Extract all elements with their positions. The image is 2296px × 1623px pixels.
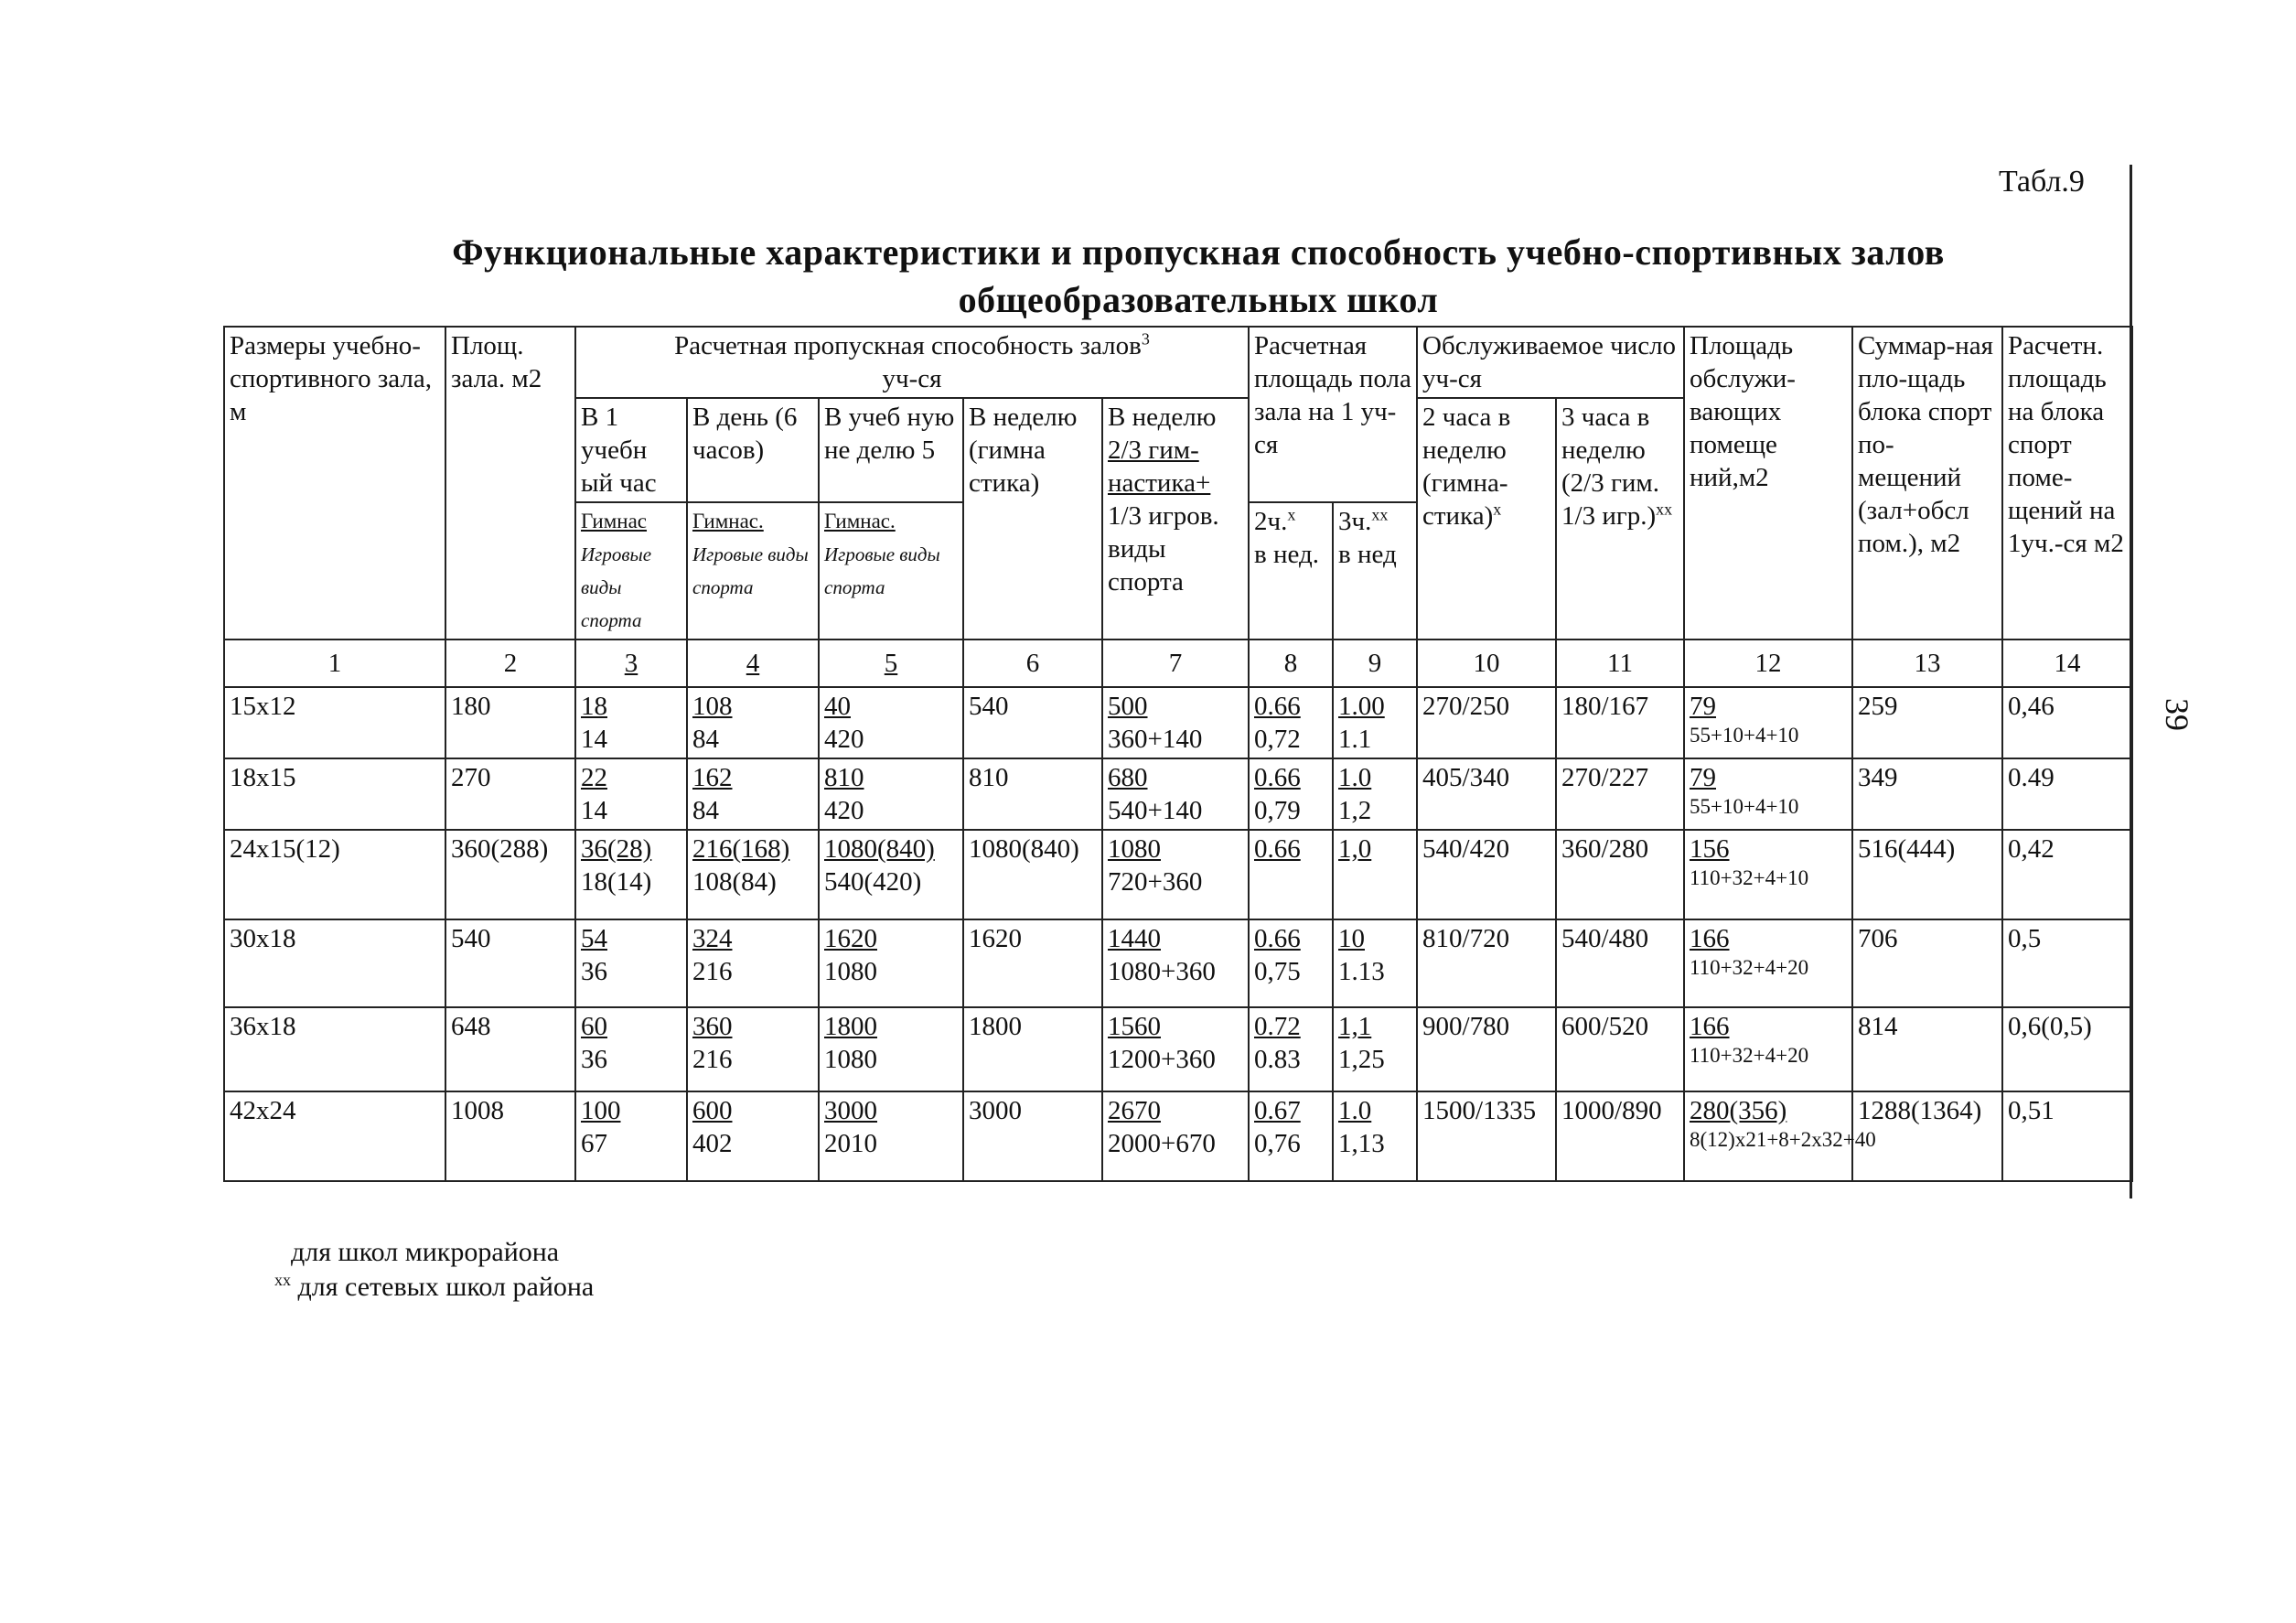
cell-per-week-value: 2010 <box>824 1129 877 1158</box>
cell-per-hour <box>575 1091 687 1181</box>
cell-area-per-student <box>2002 758 2132 830</box>
cell-total-area <box>1852 830 2002 919</box>
cell-week-mixed-value: 680 <box>1108 763 1148 792</box>
header-total-area: Суммар-ная пло-щадь блока спорт по-мещений (зал+обсл пом.), м2 <box>1852 327 2002 640</box>
title-line-1: Функциональные характеристики и пропускная способность учебно-спортивных залов <box>452 231 1945 273</box>
cell-per-week-value: 1620 <box>824 924 877 953</box>
cell-per-hour-value: 100 <box>581 1096 621 1125</box>
cell-floor-2h-value: 0.66 <box>1254 692 1301 721</box>
cell-floor-3h <box>1333 919 1417 1007</box>
cell-per-day <box>687 830 819 919</box>
cell-per-day-value: 108 <box>692 692 733 721</box>
cell-area-per-student <box>2002 830 2132 919</box>
header-floor-area: Расчетная площадь пола зала на 1 уч-ся <box>1249 327 1417 502</box>
header-sub-week <box>819 502 963 640</box>
cell-size <box>224 1091 445 1181</box>
header-3h-sup: хх <box>1371 505 1389 524</box>
cell-floor-2h-value: 0,75 <box>1254 957 1301 986</box>
table-row <box>224 830 2132 919</box>
cell-area-per-student-value: 0.49 <box>2008 763 2055 792</box>
cell-per-day <box>687 1007 819 1091</box>
cell-per-week-value: 1800 <box>824 1012 877 1041</box>
cell-per-hour-value: 14 <box>581 796 607 825</box>
cell-total-area <box>1852 919 2002 1007</box>
col-num: 7 <box>1102 640 1249 687</box>
cell-per-week <box>819 1007 963 1091</box>
table-row <box>224 1007 2132 1091</box>
cell-size-value: 42х24 <box>230 1096 296 1125</box>
footnote-2 <box>274 1272 594 1303</box>
cell-per-hour <box>575 919 687 1007</box>
cell-per-week <box>819 1091 963 1181</box>
cell-floor-2h-value: 0.66 <box>1254 763 1301 792</box>
cell-per-day <box>687 919 819 1007</box>
data-table <box>223 326 2133 1182</box>
cell-per-hour-value: 22 <box>581 763 607 792</box>
header-2h-text: 2ч. <box>1254 507 1288 536</box>
cell-floor-3h-value: 1.0 <box>1338 763 1372 792</box>
col-num: 13 <box>1852 640 2002 687</box>
cell-per-day-value: 600 <box>692 1096 733 1125</box>
cell-area-value: 540 <box>451 924 491 953</box>
cell-per-day-value: 108(84) <box>692 867 777 897</box>
header-3h-l2: в нед <box>1338 540 1397 569</box>
cell-per-week-value: 1080 <box>824 957 877 986</box>
cell-per-hour-value: 67 <box>581 1129 607 1158</box>
cell-week-mixed <box>1102 1091 1249 1181</box>
cell-floor-3h-value: 1,25 <box>1338 1045 1385 1074</box>
cell-served-2h <box>1417 687 1556 758</box>
cell-per-day-value: 216(168) <box>692 834 790 864</box>
cell-service-area-value: 79 <box>1690 692 1717 721</box>
cell-size <box>224 1007 445 1091</box>
footnote-2-text: для сетевых школ района <box>291 1272 595 1302</box>
cell-per-day-value: 84 <box>692 725 719 754</box>
cell-area-per-student-value: 0,42 <box>2008 834 2055 864</box>
table-label: Табл.9 <box>1999 165 2085 199</box>
cell-per-week-value: 1080(840) <box>824 834 935 864</box>
cell-week-mixed-value: 720+360 <box>1108 867 1203 897</box>
cell-floor-2h-value: 0.67 <box>1254 1096 1301 1125</box>
cell-per-hour-value: 14 <box>581 725 607 754</box>
header-2h-sup: х <box>1287 505 1296 524</box>
cell-service-area-value: 110+32+4+10 <box>1690 866 1809 889</box>
header-capacity-sup: 3 <box>1141 329 1150 349</box>
cell-served-2h <box>1417 758 1556 830</box>
cell-total-area-value: 814 <box>1858 1012 1898 1041</box>
cell-served-2h <box>1417 1091 1556 1181</box>
cell-area-per-student-value: 0,51 <box>2008 1096 2055 1125</box>
cell-floor-2h <box>1249 1091 1333 1181</box>
cell-per-day <box>687 687 819 758</box>
table-row <box>224 687 2132 758</box>
cell-week-gym <box>963 758 1102 830</box>
cell-per-week <box>819 687 963 758</box>
cell-served-2h-value: 405/340 <box>1422 763 1510 792</box>
col-num: 9 <box>1333 640 1417 687</box>
cell-total-area <box>1852 687 2002 758</box>
cell-size <box>224 758 445 830</box>
cell-served-2h-value: 270/250 <box>1422 692 1510 721</box>
header-served: Обслуживаемое число уч-ся <box>1417 327 1684 398</box>
cell-floor-3h-value: 1,2 <box>1338 796 1372 825</box>
col-num: 1 <box>224 640 445 687</box>
cell-per-hour-value: 36 <box>581 957 607 986</box>
cell-size-value: 24х15(12) <box>230 834 340 864</box>
cell-per-day-value: 324 <box>692 924 733 953</box>
cell-floor-3h <box>1333 758 1417 830</box>
cell-week-mixed-value: 2000+670 <box>1108 1129 1216 1158</box>
cell-floor-3h-value: 1,13 <box>1338 1129 1385 1158</box>
title-line-2: общеобразовательных школ <box>958 279 1439 320</box>
header-served-2h-sup: х <box>1493 500 1502 519</box>
cell-service-area-value: 79 <box>1690 763 1717 792</box>
cell-per-hour <box>575 830 687 919</box>
cell-floor-2h-value: 0.83 <box>1254 1045 1301 1074</box>
cell-service-area-value: 166 <box>1690 924 1730 953</box>
header-sub-day <box>687 502 819 640</box>
table-row <box>224 758 2132 830</box>
cell-floor-3h-value: 1.13 <box>1338 957 1385 986</box>
sub-games-label: Игровые виды спорта <box>581 543 652 631</box>
cell-per-week <box>819 919 963 1007</box>
cell-per-day-value: 162 <box>692 763 733 792</box>
cell-per-hour <box>575 758 687 830</box>
cell-service-area-value: 110+32+4+20 <box>1690 956 1809 979</box>
cell-area <box>445 687 575 758</box>
col-num: 3 <box>575 640 687 687</box>
cell-week-gym <box>963 830 1102 919</box>
cell-floor-2h-value: 0.72 <box>1254 1012 1301 1041</box>
cell-served-3h <box>1556 830 1684 919</box>
cell-served-2h-value: 1500/1335 <box>1422 1096 1537 1125</box>
cell-size <box>224 830 445 919</box>
cell-service-area <box>1684 830 1852 919</box>
cell-area-per-student-value: 0,46 <box>2008 692 2055 721</box>
col-num: 2 <box>445 640 575 687</box>
page-number: 39 <box>2159 698 2195 731</box>
cell-per-hour-value: 36 <box>581 1045 607 1074</box>
cell-service-area <box>1684 1091 1876 1181</box>
cell-per-day-value: 216 <box>692 957 733 986</box>
cell-week-mixed-value: 2670 <box>1108 1096 1161 1125</box>
col-num: 10 <box>1417 640 1556 687</box>
cell-week-gym <box>963 1091 1102 1181</box>
cell-service-area <box>1684 1007 1852 1091</box>
cell-week-gym-value: 540 <box>969 692 1009 721</box>
cell-floor-3h <box>1333 687 1417 758</box>
header-served-3h-text: 3 часа в неделю (2/3 гим. 1/3 игр.) <box>1561 403 1659 531</box>
header-area-per-student: Расчетн. площадь на блока спорт поме-щений на 1уч.-ся м2 <box>2002 327 2132 640</box>
cell-per-hour-value: 18 <box>581 692 607 721</box>
cell-size-value: 30х18 <box>230 924 296 953</box>
sub-gym-label-2: Гимнас. <box>692 510 764 532</box>
cell-floor-2h <box>1249 919 1333 1007</box>
cell-area-per-student <box>2002 919 2132 1007</box>
column-number-row <box>224 640 2132 687</box>
cell-per-week-value: 420 <box>824 796 864 825</box>
cell-total-area <box>1852 1007 2002 1091</box>
cell-per-hour-value: 60 <box>581 1012 607 1041</box>
cell-per-week <box>819 758 963 830</box>
cell-per-day-value: 402 <box>692 1129 733 1158</box>
cell-week-gym <box>963 687 1102 758</box>
cell-service-area <box>1684 919 1852 1007</box>
cell-area <box>445 830 575 919</box>
cell-floor-2h-value: 0,72 <box>1254 725 1301 754</box>
cell-served-2h-value: 810/720 <box>1422 924 1510 953</box>
cell-served-3h-value: 600/520 <box>1561 1012 1649 1041</box>
header-served-3h <box>1556 398 1684 640</box>
cell-per-week-value: 810 <box>824 763 864 792</box>
table-body <box>224 687 2132 1181</box>
cell-size-value: 15х12 <box>230 692 296 721</box>
cell-service-area-value: 55+10+4+10 <box>1690 795 1799 818</box>
col-num: 11 <box>1556 640 1684 687</box>
cell-area <box>445 1091 575 1181</box>
cell-week-mixed-value: 1560 <box>1108 1012 1161 1041</box>
table-row <box>224 1091 2132 1181</box>
header-2h-week <box>1249 502 1333 640</box>
cell-week-gym-value: 1080(840) <box>969 834 1079 864</box>
cell-week-mixed <box>1102 1007 1249 1091</box>
cell-size <box>224 687 445 758</box>
sub-gym-label-3: Гимнас. <box>824 510 896 532</box>
cell-week-mixed-value: 1080+360 <box>1108 957 1216 986</box>
cell-served-3h <box>1556 1091 1684 1181</box>
cell-served-3h <box>1556 758 1684 830</box>
cell-total-area <box>1852 758 2002 830</box>
cell-area-value: 648 <box>451 1012 491 1041</box>
cell-week-mixed <box>1102 830 1249 919</box>
header-per-week: В учеб ную не делю 5 <box>819 398 963 502</box>
cell-floor-3h <box>1333 830 1417 919</box>
cell-service-area <box>1684 758 1852 830</box>
cell-area-per-student <box>2002 1007 2132 1091</box>
header-served-2h-text: 2 часа в неделю (гимна-стика) <box>1422 403 1511 531</box>
cell-served-3h-value: 1000/890 <box>1561 1096 1662 1125</box>
cell-area-value: 1008 <box>451 1096 504 1125</box>
cell-per-week-value: 40 <box>824 692 851 721</box>
cell-floor-3h-value: 1,0 <box>1338 834 1372 864</box>
cell-week-mixed-value: 1200+360 <box>1108 1045 1216 1074</box>
cell-per-week <box>819 830 963 919</box>
cell-week-gym-value: 1620 <box>969 924 1022 953</box>
cell-floor-2h <box>1249 687 1333 758</box>
cell-floor-2h <box>1249 1007 1333 1091</box>
header-sub-hour <box>575 502 687 640</box>
cell-per-hour-value: 18(14) <box>581 867 652 897</box>
cell-per-day-value: 216 <box>692 1045 733 1074</box>
cell-service-area <box>1684 687 1852 758</box>
header-served-3h-sup: хх <box>1656 500 1673 519</box>
cell-floor-3h <box>1333 1091 1417 1181</box>
cell-week-mixed-value: 500 <box>1108 692 1148 721</box>
cell-per-week-value: 420 <box>824 725 864 754</box>
cell-served-3h <box>1556 1007 1684 1091</box>
cell-floor-3h <box>1333 1007 1417 1091</box>
cell-floor-2h <box>1249 830 1333 919</box>
cell-floor-2h-value: 0.66 <box>1254 924 1301 953</box>
footnote-2-mark: хх <box>274 1271 291 1289</box>
cell-per-hour <box>575 1007 687 1091</box>
header-capacity-text: Расчетная пропускная способность залов <box>674 331 1142 360</box>
sub-gym-label: Гимнас <box>581 510 648 532</box>
cell-floor-3h-value: 1.00 <box>1338 692 1385 721</box>
cell-total-area-value: 706 <box>1858 924 1898 953</box>
cell-service-area-value: 156 <box>1690 834 1730 864</box>
cell-per-week-value: 540(420) <box>824 867 922 897</box>
cell-area-value: 270 <box>451 763 491 792</box>
header-week-mixed <box>1102 398 1249 640</box>
cell-served-3h <box>1556 919 1684 1007</box>
cell-service-area-value: 280(356) <box>1690 1096 1787 1125</box>
cell-floor-2h <box>1249 758 1333 830</box>
cell-per-hour <box>575 687 687 758</box>
cell-served-3h-value: 540/480 <box>1561 924 1649 953</box>
header-row-1 <box>224 327 2132 398</box>
header-size: Размеры учебно-спортивного зала, м <box>224 327 445 640</box>
cell-week-mixed <box>1102 758 1249 830</box>
header-service-area: Площадь обслужи-вающих помеще ний,м2 <box>1684 327 1852 640</box>
cell-week-gym <box>963 1007 1102 1091</box>
cell-served-2h <box>1417 1007 1556 1091</box>
cell-served-2h <box>1417 919 1556 1007</box>
col-num: 6 <box>963 640 1102 687</box>
cell-service-area-value: 110+32+4+20 <box>1690 1044 1809 1067</box>
cell-week-mixed-value: 540+140 <box>1108 796 1203 825</box>
cell-area-per-student-value: 0,6(0,5) <box>2008 1012 2092 1041</box>
cell-area <box>445 1007 575 1091</box>
col-num: 5 <box>819 640 963 687</box>
header-area: Площ. зала. м2 <box>445 327 575 640</box>
table-row <box>224 919 2132 1007</box>
cell-area-value: 360(288) <box>451 834 549 864</box>
header-week-gym: В неделю (гимна стика) <box>963 398 1102 640</box>
cell-week-mixed-value: 1440 <box>1108 924 1161 953</box>
col-num: 4 <box>687 640 819 687</box>
cell-area-per-student <box>2002 687 2132 758</box>
cell-size-value: 18х15 <box>230 763 296 792</box>
cell-week-mixed-value: 1080 <box>1108 834 1161 864</box>
header-week-mixed-l3: 1/3 игров. виды спорта <box>1108 501 1219 597</box>
cell-total-area-value: 1288(1364) <box>1858 1096 1982 1125</box>
cell-served-2h <box>1417 830 1556 919</box>
cell-served-3h-value: 270/227 <box>1561 763 1649 792</box>
cell-week-gym <box>963 919 1102 1007</box>
cell-per-week-value: 1080 <box>824 1045 877 1074</box>
header-capacity-line2: уч-ся <box>882 364 942 393</box>
cell-served-3h <box>1556 687 1684 758</box>
cell-week-mixed-value: 360+140 <box>1108 725 1203 754</box>
cell-served-3h-value: 360/280 <box>1561 834 1649 864</box>
cell-week-gym-value: 3000 <box>969 1096 1022 1125</box>
col-num: 12 <box>1684 640 1852 687</box>
cell-week-gym-value: 1800 <box>969 1012 1022 1041</box>
cell-service-area-value: 166 <box>1690 1012 1730 1041</box>
header-capacity <box>575 327 1249 398</box>
cell-per-hour-value: 36(28) <box>581 834 652 864</box>
cell-week-gym-value: 810 <box>969 763 1009 792</box>
page-title <box>302 229 2095 324</box>
cell-service-area-value: 55+10+4+10 <box>1690 724 1799 747</box>
header-3h-week <box>1333 502 1417 640</box>
cell-service-area-value: 8(12)х21+8+2х32+40 <box>1690 1128 1876 1151</box>
cell-area-value: 180 <box>451 692 491 721</box>
header-week-mixed-l2: 2/3 гим-настика+ <box>1108 435 1211 498</box>
cell-floor-3h-value: 1.0 <box>1338 1096 1372 1125</box>
header-per-hour: В 1 учебн ый час <box>575 398 687 502</box>
cell-area-per-student-value: 0,5 <box>2008 924 2042 953</box>
cell-per-day-value: 84 <box>692 796 719 825</box>
cell-per-day-value: 360 <box>692 1012 733 1041</box>
header-served-2h <box>1417 398 1556 640</box>
cell-served-2h-value: 540/420 <box>1422 834 1510 864</box>
cell-floor-3h-value: 1.1 <box>1338 725 1372 754</box>
cell-served-2h-value: 900/780 <box>1422 1012 1510 1041</box>
cell-floor-3h-value: 10 <box>1338 924 1365 953</box>
cell-per-hour-value: 54 <box>581 924 607 953</box>
cell-floor-2h-value: 0.66 <box>1254 834 1301 864</box>
cell-floor-3h-value: 1,1 <box>1338 1012 1372 1041</box>
footnote-1: для школ микрорайона <box>291 1237 560 1267</box>
cell-total-area-value: 259 <box>1858 692 1898 721</box>
header-2h-l2: в нед. <box>1254 540 1319 569</box>
header-3h-text: 3ч. <box>1338 507 1372 536</box>
cell-area <box>445 758 575 830</box>
cell-area-per-student <box>2002 1091 2132 1181</box>
header-week-mixed-l1: В неделю <box>1108 403 1217 432</box>
cell-total-area-value: 516(444) <box>1858 834 1956 864</box>
cell-per-day <box>687 758 819 830</box>
cell-area <box>445 919 575 1007</box>
cell-per-week-value: 3000 <box>824 1096 877 1125</box>
cell-week-mixed <box>1102 687 1249 758</box>
sub-games-label-2: Игровые виды спорта <box>692 543 809 598</box>
col-num: 8 <box>1249 640 1333 687</box>
col-num: 14 <box>2002 640 2132 687</box>
cell-size <box>224 919 445 1007</box>
cell-floor-2h-value: 0,79 <box>1254 796 1301 825</box>
cell-floor-2h-value: 0,76 <box>1254 1129 1301 1158</box>
cell-week-mixed <box>1102 919 1249 1007</box>
cell-served-3h-value: 180/167 <box>1561 692 1649 721</box>
cell-size-value: 36х18 <box>230 1012 296 1041</box>
sub-games-label-3: Игровые виды спорта <box>824 543 940 598</box>
cell-per-day <box>687 1091 819 1181</box>
cell-total-area-value: 349 <box>1858 763 1898 792</box>
header-per-day: В день (6 часов) <box>687 398 819 502</box>
